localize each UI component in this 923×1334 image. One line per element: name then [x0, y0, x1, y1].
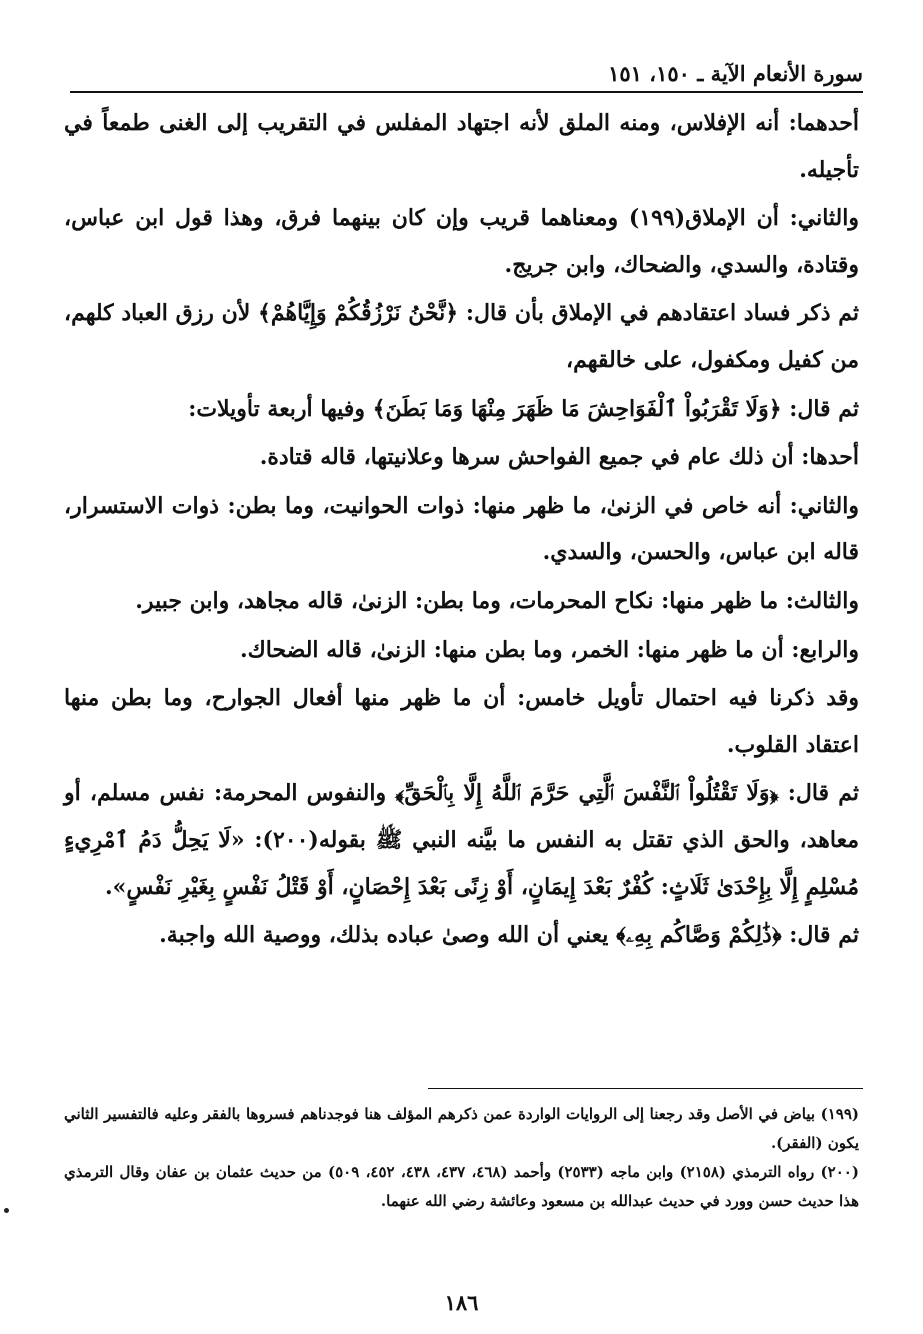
paragraph-10: ثم قال: ﴿وَلَا تَقْتُلُواْ ٱلنَّفْسَ ٱلَّتِي حَرَّمَ ٱللَّهُ إِلَّا بِٱلْحَقِّ﴾ والنفوس المحرمة: نفس مسلم، أو معاهد، والحق الذي تقتل به النفس ما بيَّنه النبي ﷺ بقوله(٢٠٠): «لَا يَحِلُّ دَمُ ٱمْرِيءٍ مُسْلِمٍ إِلَّا بِإِحْدَىٰ ثَلَاثٍ: كُفْرٌ بَعْدَ إِيمَانٍ، أَوْ زِنًى بَعْدَ إِحْصَانٍ، أَوْ قَتْلُ نَفْسٍ بِغَيْرِ نَفْسٍ».	[64, 780, 859, 900]
paragraph-1: أحدهما: أنه الإفلاس، ومنه الملق لأنه اجتهاد المفلس في التقريب إلى الغنى طمعاً في تأجيله.	[64, 110, 859, 183]
paragraph-11: ثم قال: ﴿ذَٰلِكُمْ وَصَّاكُم بِهِۦ﴾ يعني أن الله وصىٰ عباده بذلك، ووصية الله واجبة.	[159, 922, 859, 949]
footnote-199: (١٩٩) بياض في الأصل وقد رجعنا إلى الروايات الواردة عمن ذكرهم المؤلف هنا فوجدناهم فسروها بالفقر وعليه فالتفسير الثاني يكون (الفقر).	[64, 1105, 860, 1152]
paragraph-8: والرابع: أن ما ظهر منها: الخمر، وما بطن منها: الزنىٰ، قاله الضحاك.	[239, 636, 859, 663]
page-number: ١٨٦	[444, 1290, 479, 1315]
main-text	[64, 100, 859, 961]
paragraph-2: والثاني: أن الإملاق(١٩٩) ومعناهما قريب وإن كان بينهما فرق، وهذا قول ابن عباس، وقتادة، والسدي، والضحاك، وابن جريج.	[64, 205, 859, 278]
paragraph-4: ثم قال: ﴿وَلَا تَقْرَبُواْ ٱلْفَوَاحِشَ مَا ظَهَرَ مِنْهَا وَمَا بَطَنَ﴾ وفيها أربعة تأويلات:	[188, 395, 859, 422]
footnote-200: (٢٠٠) رواه الترمذي (٢١٥٨) وابن ماجه (٢٥٣٣) وأحمد (٤٦٨، ٤٣٧، ٤٣٨، ٤٥٢، ٥٠٩) من حديث عثمان بن عفان وقال الترمذي هذا حديث حسن وورد في حديث عبدالله بن مسعود وعائشة رضي الله عنهما.	[64, 1163, 859, 1210]
scan-speck	[4, 1208, 9, 1213]
running-header: سورة الأنعام الآية ـ ١٥٠، ١٥١	[608, 61, 863, 86]
paragraph-6: والثاني: أنه خاص في الزنىٰ، ما ظهر منها: ذوات الحوانيت، وما بطن: ذوات الاستسرار، قاله ابن عباس، والحسن، والسدي.	[64, 492, 859, 566]
footnotes	[64, 1100, 859, 1216]
header-rule	[70, 91, 863, 93]
footnote-rule	[428, 1088, 863, 1089]
paragraph-7: والثالث: ما ظهر منها: نكاح المحرمات، وما بطن: الزنىٰ، قاله مجاهد، وابن جبير.	[135, 587, 859, 614]
paragraph-3: ثم ذكر فساد اعتقادهم في الإملاق بأن قال: ﴿نَّحْنُ نَرْزُقُكُمْ وَإِيَّاهُمْ﴾ لأن رزق العباد كلهم، من كفيل ومكفول، على خالقهم،	[64, 300, 859, 373]
paragraph-9: وقد ذكرنا فيه احتمال تأويل خامس: أن ما ظهر منها أفعال الجوارح، وما بطن منها اعتقاد القلوب.	[64, 685, 859, 758]
paragraph-5: أحدها: أن ذلك عام في جميع الفواحش سرها وعلانيتها، قاله قتادة.	[259, 444, 859, 471]
